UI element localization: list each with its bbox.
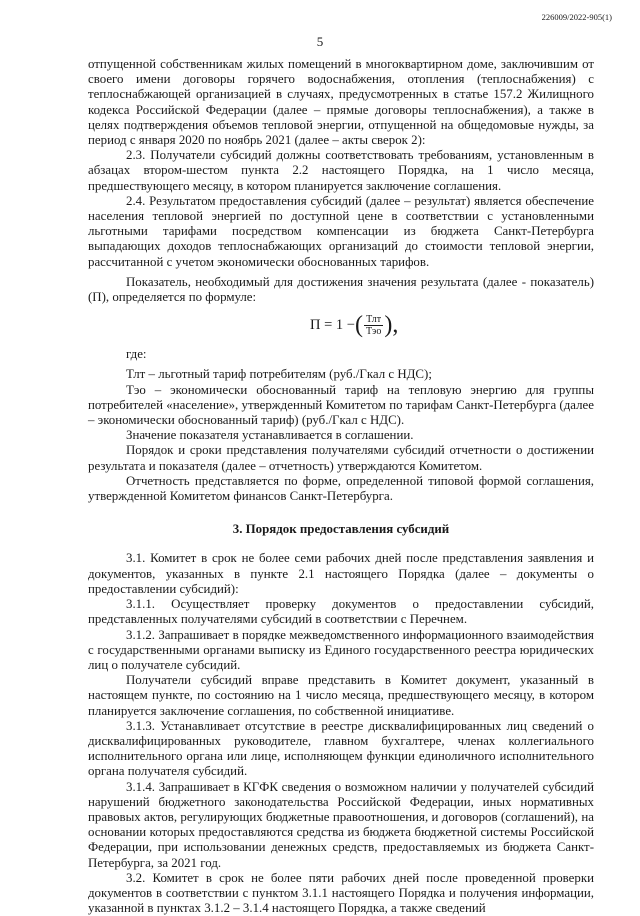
paragraph-3-1-2: 3.1.2. Запрашивает в порядке межведомственного информационного взаимодействия с государственными органами выписку из Единого государственного реестра юридических лиц о получателе субсидий. — [88, 627, 594, 672]
formula-numerator: Тлт — [366, 313, 382, 325]
paragraph-recipients-right: Получатели субсидий вправе представить в Комитет документ, указанный в настоящем пункте, по состоянию на 1 число месяца, предшествующего месяцу, в котором планируется заключение соглашения, по собственной инициативе. — [88, 673, 594, 718]
document-registration-number: 226009/2022-905(1) — [541, 12, 612, 22]
paragraph-report-form: Отчетность представляется по форме, определенной типовой формой соглашения, утвержденной Комитетом финансов Санкт-Петербурга. — [88, 473, 594, 504]
paragraph-3-1-4: 3.1.4. Запрашивает в КГФК сведения о возможном наличии у получателей субсидий нарушений бюджетного законодательства Российской Федерации, иных нормативных правовых актов, регулирующих бюджетные правоотношения, и договоров (соглашений), на основании которых предоставляются средства из бюджета бюджетной системы Российской Федерации, при использовании денежных средств, предоставляемых из бюджета Санкт-Петербурга, за 2021 год. — [88, 779, 594, 870]
paragraph-3-2: 3.2. Комитет в срок не более пяти рабочих дней после проведенной проверки документов в соответствии с пунктом 3.1.1 настоящего Порядка и получения информации, указанной в пунктах 3.1.2 – 3.1.4 настоящего Порядка, а также сведений — [88, 870, 594, 916]
indicator-formula — [88, 307, 594, 347]
paragraph-indicator-value: Значение показателя устанавливается в соглашении. — [126, 428, 414, 443]
paragraph-where: где: — [126, 347, 147, 362]
paragraph-2-3: 2.3. Получатели субсидий должны соответствовать требованиям, установленным в абзацах втором-шестом пункта 2.2 настоящего Порядка, на 1 число месяца, предшествующего месяцу, в котором планируется заключение соглашения. — [88, 148, 594, 193]
paragraph-intro-continuation: отпущенной собственникам жилых помещений в многоквартирном доме, заключившим от своего имени договоры горячего водоснабжения, отопления (теплоснабжения) с теплоснабжающей организацией в случаях, предусмотренных в статье 157.2 Жилищного кодекса Российской Федерации (далее – прямые договоры теплоснабжения), а также в целях подтверждения объемов тепловой энергии, отпущенной на общедомовые нужды, за период с января 2020 по ноябрь 2021 (далее – акты сверок 2): — [88, 57, 594, 148]
formula-open-paren: ( — [354, 312, 363, 339]
paragraph-reporting-procedure: Порядок и сроки представления получателями субсидий отчетности о достижении результата и показателя (далее – отчетность) утверждаются Комитетом. — [88, 443, 594, 473]
formula-lhs: П = 1 − — [310, 316, 355, 333]
paragraph-2-4: 2.4. Результатом предоставления субсидий (далее – результат) является обеспечение населения тепловой энергией по доступной цене в соответствии с установленными льготными тарифами посредством компенсации из бюджета Санкт-Петербурга выпадающих доходов теплоснабжающих организаций до стоимости тепловой энергии, рассчитанной с учетом экономически обоснованных тарифов. — [88, 193, 594, 269]
formula-close-paren: ), — [384, 312, 399, 339]
paragraph-3-1-1: 3.1.1. Осуществляет проверку документов о предоставлении субсидий, представленных получателями субсидий в соответствии с Перечнем. — [88, 597, 594, 627]
formula-denominator: Тэо — [365, 325, 382, 337]
paragraph-3-1: 3.1. Комитет в срок не более семи рабочих дней после представления заявления и документов, указанных в пункте 2.1 настоящего Порядка (далее – документы о предоставлении субсидий): — [88, 551, 594, 596]
paragraph-teo-definition: Тэо – экономически обоснованный тариф на тепловую энергию для группы потребителей «население», утвержденный Комитетом по тарифам Санкт-Петербурга (далее – экономически обоснованный тариф) (руб./Гкал с НДС). — [88, 382, 594, 428]
formula-fraction — [364, 314, 383, 337]
paragraph-indicator: Показатель, необходимый для достижения значения результата (далее - показатель) (П), определяется по формуле: — [88, 274, 594, 305]
section-heading: 3. Порядок предоставления субсидий — [232, 522, 450, 537]
paragraph-tlt-definition: Тлт – льготный тариф потребителям (руб./Гкал с НДС); — [126, 367, 432, 382]
page-number: 5 — [316, 34, 324, 49]
document-body — [88, 57, 594, 916]
paragraph-3-1-3: 3.1.3. Устанавливает отсутствие в реестре дисквалифицированных лиц сведений о дисквалифицированных руководителе, главном бухгалтере, членах коллегиального исполнительного органа или лице, исполняющем функции единоличного исполнительного органа получателя субсидий. — [88, 718, 594, 779]
